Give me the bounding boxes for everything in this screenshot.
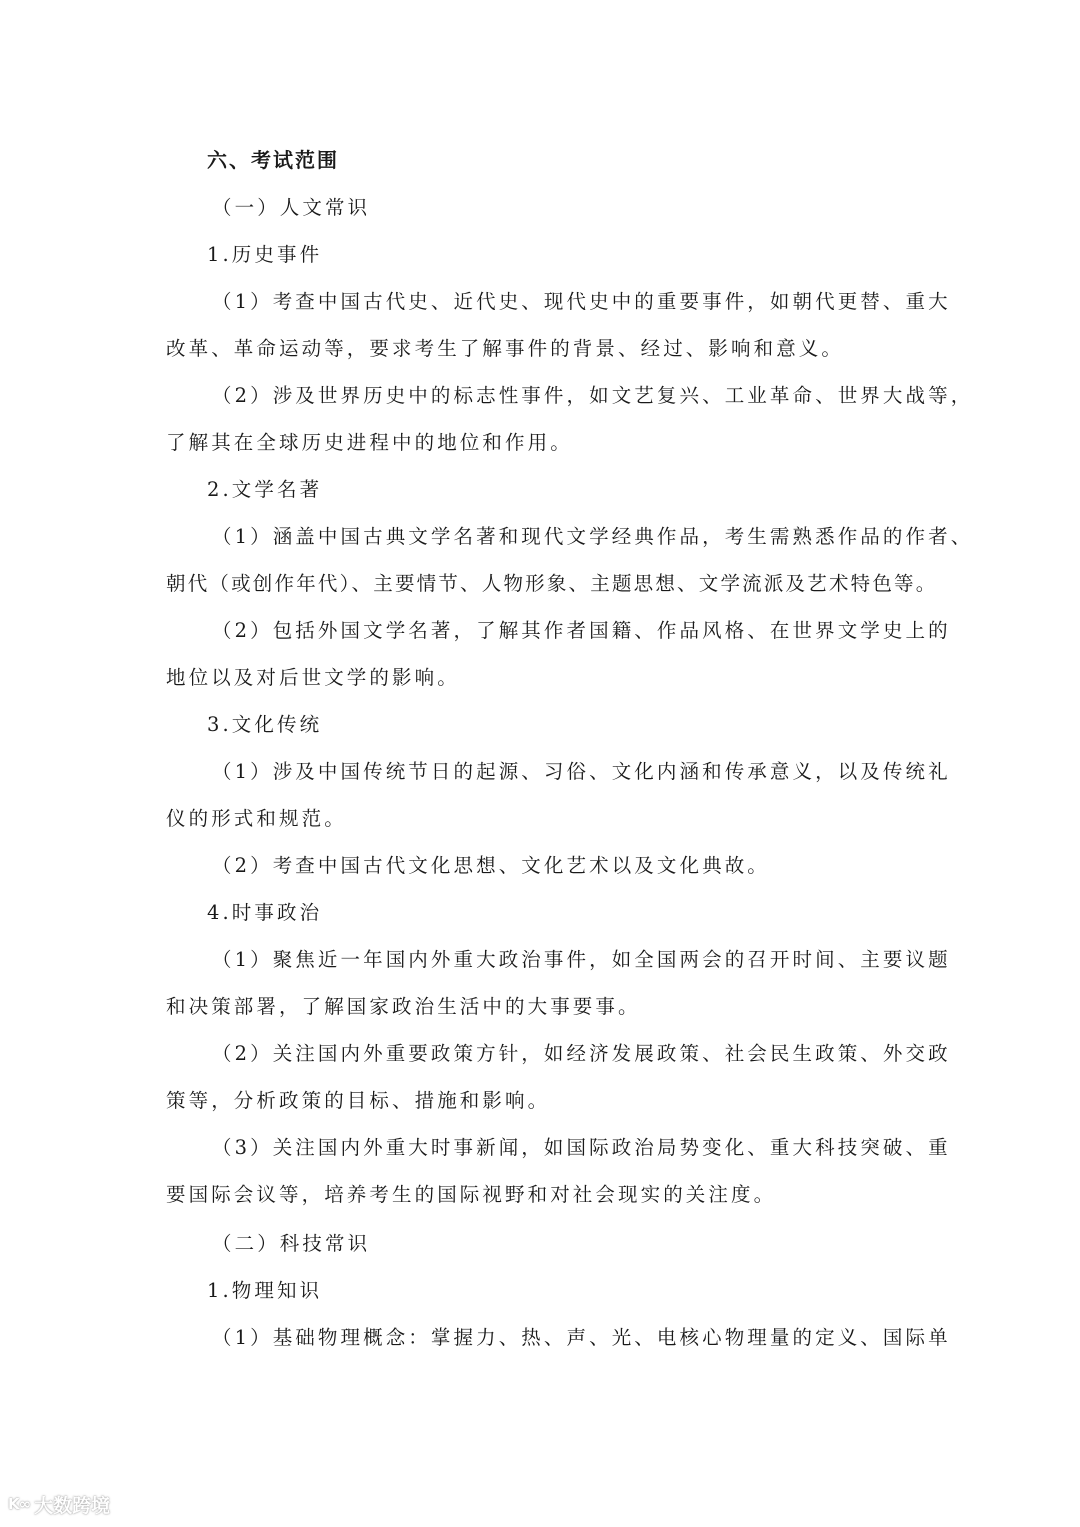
paragraph-line: 改革、革命运动等，要求考生了解事件的背景、经过、影响和意义。 — [166, 337, 845, 360]
item-title-physics: 1.物理知识 — [207, 1279, 323, 1302]
section-heading: 六、考试范围 — [207, 148, 339, 172]
paragraph-line: 要国际会议等，培养考生的国际视野和对社会现实的关注度。 — [166, 1183, 777, 1206]
part-title-science: （二）科技常识 — [212, 1232, 371, 1255]
paragraph-line: 和决策部署，了解国家政治生活中的大事要事。 — [166, 995, 641, 1018]
part-title-humanities: （一）人文常识 — [212, 196, 371, 219]
paragraph-line: （1）考查中国古代史、近代史、现代史中的重要事件，如朝代更替、重大 — [212, 290, 951, 313]
paragraph-line: （3）关注国内外重大时事新闻，如国际政治局势变化、重大科技突破、重 — [212, 1136, 951, 1159]
paragraph-line: （2）涉及世界历史中的标志性事件，如文艺复兴、工业革命、世界大战等， — [212, 384, 974, 407]
item-title-history: 1.历史事件 — [207, 243, 323, 266]
paragraph-line: 地位以及对后世文学的影响。 — [166, 666, 460, 689]
paragraph-line: （2）包括外国文学名著，了解其作者国籍、作品风格、在世界文学史上的 — [212, 619, 951, 642]
paragraph-line: （1）基础物理概念：掌握力、热、声、光、电核心物理量的定义、国际单 — [212, 1326, 951, 1349]
paragraph-line: （1）涵盖中国古典文学名著和现代文学经典作品，考生需熟悉作品的作者、 — [212, 525, 974, 548]
paragraph-line: 仪的形式和规范。 — [166, 807, 347, 830]
paragraph-line: 朝代（或创作年代）、主要情节、人物形象、主题思想、文学流派及艺术特色等。 — [166, 572, 938, 595]
item-title-culture: 3.文化传统 — [207, 713, 323, 736]
paragraph-line: （2）关注国内外重要政策方针，如经济发展政策、社会民生政策、外交政 — [212, 1042, 951, 1065]
watermark — [8, 1492, 110, 1516]
paragraph-line: （1）涉及中国传统节日的起源、习俗、文化内涵和传承意义，以及传统礼 — [212, 760, 951, 783]
paragraph-line: 了解其在全球历史进程中的地位和作用。 — [166, 431, 573, 454]
paragraph-line: （1）聚焦近一年国内外重大政治事件，如全国两会的召开时间、主要议题 — [212, 948, 951, 971]
item-title-current-affairs: 4.时事政治 — [207, 901, 323, 924]
paragraph-line: 策等，分析政策的目标、措施和影响。 — [166, 1089, 551, 1112]
paragraph-line: （2）考查中国古代文化思想、文化艺术以及文化典故。 — [212, 854, 770, 877]
item-title-literature: 2.文学名著 — [207, 478, 323, 501]
watermark-logo-icon: K∞ — [8, 1495, 31, 1513]
watermark-text: 大数跨境 — [34, 1494, 111, 1517]
